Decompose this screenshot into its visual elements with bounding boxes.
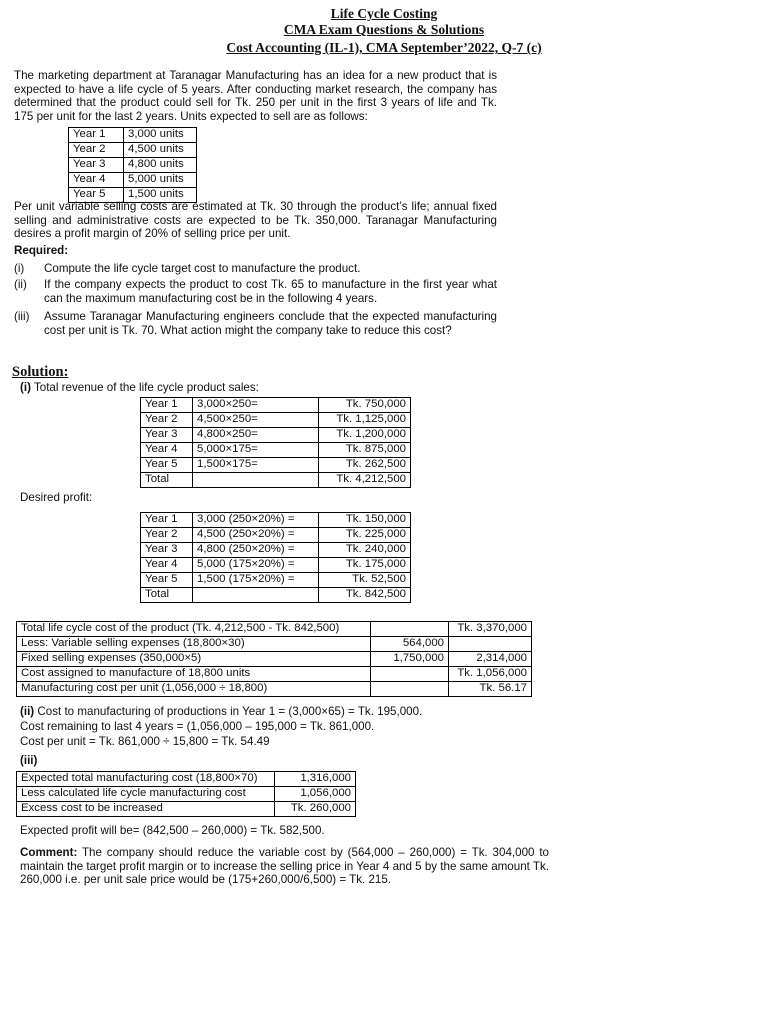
cost-row <box>17 622 532 637</box>
table-cell: Tk. 842,500 <box>319 588 411 603</box>
profit-table <box>140 512 411 603</box>
required-label: Required: <box>14 244 69 257</box>
table-cell: 3,000 (250×20%) = <box>193 513 319 528</box>
revenue-row <box>141 458 411 473</box>
revenue-row <box>141 413 411 428</box>
table-cell <box>193 588 319 603</box>
table-cell: Year 2 <box>69 143 124 158</box>
table-cell: Year 3 <box>141 543 193 558</box>
required-item-number: (ii) <box>14 278 27 291</box>
revenue-row <box>141 473 411 488</box>
table-cell: 1,056,000 <box>275 787 356 802</box>
table-cell: Tk. 1,125,000 <box>319 413 411 428</box>
revenue-row <box>141 398 411 413</box>
life-cycle-cost-table <box>16 621 532 697</box>
desired-profit-label: Desired profit: <box>20 491 93 504</box>
table-cell: 1,500 units <box>124 188 197 203</box>
profit-row <box>141 558 411 573</box>
part2-line-3: Cost per unit = Tk. 861,000 ÷ 15,800 = Tk. 54.49 <box>20 735 270 748</box>
expected-profit: Expected profit will be= (842,500 – 260,000) = Tk. 582,500. <box>20 824 325 837</box>
table-cell <box>371 622 449 637</box>
revenue-row <box>141 443 411 458</box>
part2-line-2: Cost remaining to last 4 years = (1,056,000 – 195,000 = Tk. 861,000. <box>20 720 375 733</box>
table-cell: Tk. 262,500 <box>319 458 411 473</box>
table-cell: Year 2 <box>141 528 193 543</box>
required-item-text: Compute the life cycle target cost to manufacture the product. <box>44 262 361 275</box>
table-cell: Tk. 4,212,500 <box>319 473 411 488</box>
excess-row <box>17 802 356 817</box>
table-cell: Tk. 56.17 <box>449 682 532 697</box>
table-cell: Year 4 <box>69 173 124 188</box>
table-cell: Excess cost to be increased <box>17 802 275 817</box>
table-cell: 5,000 units <box>124 173 197 188</box>
costs-paragraph: Per unit variable selling costs are estimated at Tk. 30 through the product’s life; annual fixed selling and administrative costs are expected to be Tk. 350,000. Taranagar Manufacturing desires a profit margin of 20% of selling price per unit. <box>14 200 497 241</box>
table-cell: 4,800×250= <box>193 428 319 443</box>
excess-row <box>17 787 356 802</box>
part3-label: (iii) <box>20 754 38 767</box>
units-row <box>69 143 197 158</box>
table-cell: Less calculated life cycle manufacturing cost <box>17 787 275 802</box>
table-cell: Tk. 3,370,000 <box>449 622 532 637</box>
table-cell: Year 2 <box>141 413 193 428</box>
table-cell: Total <box>141 588 193 603</box>
revenue-row <box>141 428 411 443</box>
table-cell: 4,800 units <box>124 158 197 173</box>
table-cell: Tk. 225,000 <box>319 528 411 543</box>
cost-row <box>17 652 532 667</box>
table-cell: 3,000 units <box>124 128 197 143</box>
table-cell: Total life cycle cost of the product (Tk. 4,212,500 - Tk. 842,500) <box>17 622 371 637</box>
table-cell: Year 1 <box>141 513 193 528</box>
table-cell: Manufacturing cost per unit (1,056,000 ÷ 18,800) <box>17 682 371 697</box>
comment-label: Comment: <box>20 846 78 859</box>
required-item-number: (iii) <box>14 310 30 323</box>
doc-title: Life Cycle Costing <box>330 6 438 21</box>
comment-text: The company should reduce the variable cost by (564,000 – 260,000) = Tk. 304,000 to maintain the target profit margin or to increase the selling price in Year 4 and 5 by the same amount Tk. 260,000 i.e. per unit sale price would be (175+260,000/6,500) = Tk. 215. <box>20 846 549 887</box>
part1-label: (i) <box>20 381 31 394</box>
units-row <box>69 158 197 173</box>
part1-text: Total revenue of the life cycle product sales: <box>30 381 259 394</box>
table-cell: Tk. 175,000 <box>319 558 411 573</box>
table-cell: Year 5 <box>69 188 124 203</box>
table-cell: Year 4 <box>141 558 193 573</box>
doc-subtitle: CMA Exam Questions & Solutions <box>283 22 485 37</box>
table-cell: Total <box>141 473 193 488</box>
table-cell <box>371 667 449 682</box>
table-cell: Tk. 240,000 <box>319 543 411 558</box>
part2-label: (ii) <box>20 705 35 718</box>
table-cell: Expected total manufacturing cost (18,800×70) <box>17 772 275 787</box>
units-row <box>69 128 197 143</box>
table-cell: 564,000 <box>371 637 449 652</box>
table-cell: 2,314,000 <box>449 652 532 667</box>
required-item-number: (i) <box>14 262 25 275</box>
table-cell: 1,500 (175×20%) = <box>193 573 319 588</box>
table-cell <box>449 637 532 652</box>
excess-cost-table <box>16 771 356 817</box>
profit-row <box>141 588 411 603</box>
profit-row <box>141 513 411 528</box>
table-cell: Cost assigned to manufacture of 18,800 units <box>17 667 371 682</box>
table-cell: Fixed selling expenses (350,000×5) <box>17 652 371 667</box>
revenue-table <box>140 397 411 488</box>
table-cell: Tk. 52,500 <box>319 573 411 588</box>
table-cell: 4,500 units <box>124 143 197 158</box>
table-cell: 5,000×175= <box>193 443 319 458</box>
cost-row <box>17 637 532 652</box>
comment-paragraph <box>20 846 549 887</box>
excess-row <box>17 772 356 787</box>
table-cell: Year 3 <box>69 158 124 173</box>
table-cell: 1,316,000 <box>275 772 356 787</box>
table-cell: Tk. 260,000 <box>275 802 356 817</box>
table-cell <box>193 473 319 488</box>
table-cell: Year 1 <box>141 398 193 413</box>
profit-row <box>141 528 411 543</box>
cost-row <box>17 682 532 697</box>
profit-row <box>141 543 411 558</box>
solution-heading: Solution: <box>12 364 69 380</box>
table-cell: Tk. 875,000 <box>319 443 411 458</box>
table-cell: 1,750,000 <box>371 652 449 667</box>
table-cell: Tk. 1,200,000 <box>319 428 411 443</box>
part1-heading <box>20 381 259 395</box>
table-cell <box>371 682 449 697</box>
table-cell: Tk. 150,000 <box>319 513 411 528</box>
table-cell: 5,000 (175×20%) = <box>193 558 319 573</box>
table-cell: 4,500×250= <box>193 413 319 428</box>
required-item-text: If the company expects the product to cost Tk. 65 to manufacture in the first year what can the maximum manufacturing cost be in the following 4 years. <box>44 278 497 305</box>
table-cell: Year 3 <box>141 428 193 443</box>
table-cell: Tk. 1,056,000 <box>449 667 532 682</box>
doc-source: Cost Accounting (IL-1), CMA September’2022, Q-7 (c) <box>226 40 542 55</box>
table-cell: Less: Variable selling expenses (18,800×30) <box>17 637 371 652</box>
table-cell: 3,000×250= <box>193 398 319 413</box>
table-cell: Year 5 <box>141 573 193 588</box>
part2-line-1: (ii) Cost to manufacturing of productions in Year 1 = (3,000×65) = Tk. 195,000. <box>20 705 423 718</box>
table-cell: 1,500×175= <box>193 458 319 473</box>
table-cell: Year 4 <box>141 443 193 458</box>
cost-row <box>17 667 532 682</box>
units-row <box>69 173 197 188</box>
required-item-text: Assume Taranagar Manufacturing engineers conclude that the expected manufacturing cost per unit is Tk. 70. What action might the company take to reduce this cost? <box>44 310 497 337</box>
question-intro: The marketing department at Taranagar Manufacturing has an idea for a new product that is expected to have a life cycle of 5 years. After conducting market research, the company has determined that the product could sell for Tk. 250 per unit in the first 3 years of life and Tk. 175 per unit for the last 2 years. Units expected to sell are as follows: <box>14 69 497 123</box>
profit-row <box>141 573 411 588</box>
table-cell: Year 5 <box>141 458 193 473</box>
units-table <box>68 127 197 203</box>
table-cell: 4,500 (250×20%) = <box>193 528 319 543</box>
table-cell: Tk. 750,000 <box>319 398 411 413</box>
table-cell: Year 1 <box>69 128 124 143</box>
table-cell: 4,800 (250×20%) = <box>193 543 319 558</box>
